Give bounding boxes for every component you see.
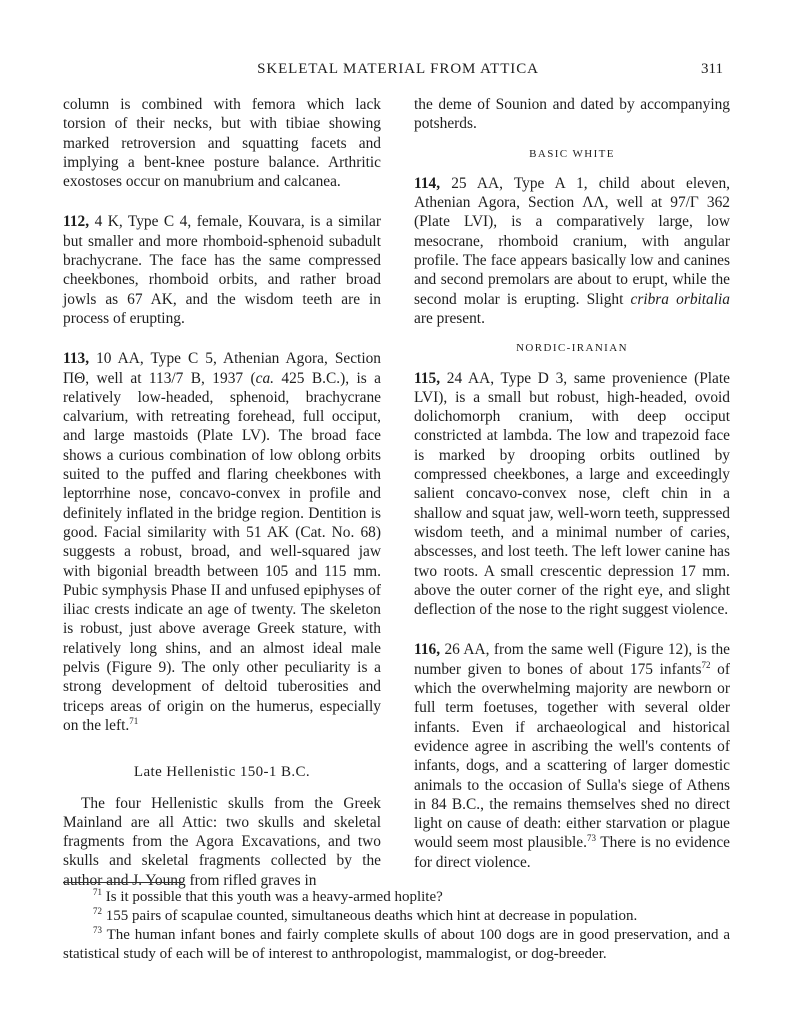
footnote-number: 71 xyxy=(93,887,102,897)
entry-115 xyxy=(414,369,730,620)
entry-112 xyxy=(63,212,381,328)
footnote-number: 73 xyxy=(93,925,102,935)
entry-text: of which the overwhelming majority are newborn or full term foetuses, together with several older infants. Even if archaeological and historical evidence agree in ascribing the well's contents of infants, dogs, and a scattering of larger domestic animals to the occasion of Sulla's siege of Athens in 84 B.C., the remains themselves shed no direct light on cause of death: either starvation or plague would seem most plausible. xyxy=(414,660,730,852)
entry-italic: cribra orbitalia xyxy=(630,290,731,308)
section-heading: BASIC WHITE xyxy=(529,147,615,160)
footnote-71 xyxy=(63,888,730,907)
entry-number: 114, xyxy=(414,174,441,192)
footnote-divider xyxy=(63,882,183,883)
entry-text: are present. xyxy=(414,309,485,327)
footnote-text: The human infant bones and fairly complete skulls of about 100 dogs are in good preservation, and a statistical study of each will be of interest to anthropologist, mammalogist, or dog-breeder. xyxy=(63,927,730,962)
footnote-text: Is it possible that this youth was a heavy-armed hoplite? xyxy=(102,889,443,905)
entry-116 xyxy=(414,640,730,872)
entry-text: 24 AA, Type D 3, same provenience (Plate LVI), is a small but robust, high-headed, ovoid dolichomorph cranium, with deep occiput constricted at lambda. The low and trapezoid face is marked by drooping orbits outlined by compressed cheekbones, a large and exceedingly salient concavo-convex nose, cleft chin in a shallow and squat jaw, well-worn teeth, suppressed wisdom teeth, and a minimal number of caries, abscesses, and lost teeth. The left lower canine has two roots. A small crescentic depression 17 mm. above the outer corner of the right eye, and slight deflection of the nose to the right suggest violence. xyxy=(414,369,730,619)
entry-italic: ca. xyxy=(255,369,274,387)
entry-number: 112, xyxy=(63,213,90,231)
entry-text: 425 B.C.), is a relatively low-headed, sphenoid, brachycrane calvarium, with retreating forehead, full occiput, and large mastoids (Plate LV). The broad face shows a curious combination of low oblong orbits suited to the puffed and flaring cheekbones with leptorrhine nose, concavo-convex in profile and definitely inflated in the bridge region. Dentition is good. Facial similarity with 51 AK (Cat. No. 68) suggests a robust, broad, and well-squared jaw with bigonial breadth between 105 and 115 mm. Pubic symphysis Phase II and unfused epiphyses of iliac crests indicate an age of twenty. The skeleton is robust, just above average Greek stature, with relatively long shins, and an almost ideal male pelvis (Figure 9). The only other peculiarity is a strong development of deltoid tuberosities and triceps areas of origin on the humerus, especially on the left. xyxy=(63,369,381,734)
entry-number: 115, xyxy=(414,369,441,387)
section-heading: NORDIC-IRANIAN xyxy=(516,342,628,355)
entry-text: There is no evidence for direct violence. xyxy=(414,834,730,871)
footnote-ref: 72 xyxy=(701,659,711,670)
paragraph: The four Hellenistic skulls from the Greek Mainland are all Attic: two skulls and skeletal fragments from the Agora Excavations, and two skulls and skeletal fragments collected by the author and J. Young from rifled graves in xyxy=(63,794,381,889)
paragraph-continuation: column is combined with femora which lack torsion of their necks, but with tibiae showing marked retroversion and squatting facets and implying a bent-knee posture balance. Arthritic exostoses occur on manubrium and calcanea. xyxy=(63,96,381,191)
entry-text: 26 AA, from the same well (Figure 12), is the number given to bones of about 175 infants xyxy=(414,641,730,678)
paragraph-continuation: the deme of Sounion and dated by accompanying potsherds. xyxy=(414,96,730,133)
footnote-73 xyxy=(63,926,730,964)
entry-113 xyxy=(63,349,381,735)
right-column xyxy=(414,95,730,872)
entry-number: 113, xyxy=(63,350,90,368)
page-number: 311 xyxy=(701,61,723,77)
footnote-ref: 73 xyxy=(586,833,596,844)
footnote-ref: 71 xyxy=(129,715,139,726)
footnotes xyxy=(63,888,730,964)
left-column xyxy=(63,95,381,890)
entry-text: 10 AA, Type C 5, Athenian Agora, Section ΠΘ, well at 113/7 B, 1937 ( xyxy=(63,350,381,387)
entry-number: 116, xyxy=(414,641,441,659)
entry-text: 25 AA, Type A 1, child about eleven, Athenian Agora, Section ΛΛ, well at 97/Γ 362 (Plate LVI), is a comparatively large, low mesocrane, rhomboid cranium, with angular profile. The face appears basically low and canines and second premolars are about to erupt, while the second molar is erupting. Slight xyxy=(414,174,730,308)
footnote-72 xyxy=(63,907,730,926)
footnote-text: 155 pairs of scapulae counted, simultaneous deaths which hint at decrease in population. xyxy=(102,908,638,924)
section-heading: Late Hellenistic 150-1 B.C. xyxy=(133,764,311,781)
running-header: SKELETAL MATERIAL FROM ATTICA xyxy=(257,61,539,77)
footnote-number: 72 xyxy=(93,906,102,916)
entry-text: 4 K, Type C 4, female, Kouvara, is a similar but smaller and more rhomboid-sphenoid subadult brachycrane. The face has the same compressed cheekbones, rhomboid orbits, and rather broad jowls as 67 AK, and the wisdom teeth are in process of erupting. xyxy=(63,213,381,327)
entry-114 xyxy=(414,174,730,328)
